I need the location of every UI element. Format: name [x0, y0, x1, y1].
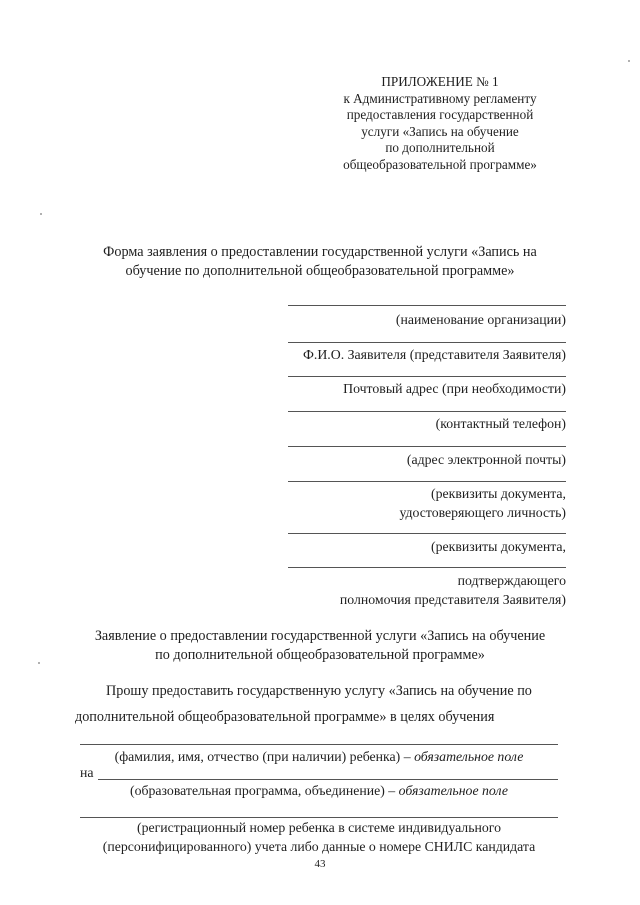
statement-title-line: Заявление о предоставлении государственной услуги «Запись на обучение: [94, 628, 546, 644]
id-doc-caption-1: (реквизиты документа,: [431, 486, 566, 501]
appendix-line: к Административному регламенту: [343, 90, 537, 106]
appendix-title: ПРИЛОЖЕНИЕ № 1: [381, 74, 499, 89]
child-name-caption: [80, 749, 558, 765]
auth-doc-caption-3: полномочия представителя Заявителя): [339, 592, 566, 607]
child-name-field-line[interactable]: [80, 744, 558, 745]
email-field-line[interactable]: [288, 446, 566, 447]
program-caption: [80, 783, 558, 799]
phone-field-line[interactable]: [288, 411, 566, 412]
organization-field-line[interactable]: [288, 305, 566, 306]
snils-caption-2: (персонифицированного) учета либо данные о номере СНИЛС кандидата: [102, 839, 536, 854]
form-title: [60, 243, 580, 281]
child-name-caption-text: (фамилия, имя, отчество (при наличии) ребенка) –: [114, 749, 411, 764]
request-paragraph-line-2: дополнительной общеобразовательной программе» в целях обучения: [75, 709, 495, 725]
appendix-line: по дополнительной: [385, 140, 495, 155]
program-caption-text: (образовательная программа, объединение) –: [130, 783, 396, 798]
email-caption: (адрес электронной почты): [406, 452, 566, 467]
applicant-caption: Ф.И.О. Заявителя (представителя Заявителя): [302, 347, 566, 362]
id-doc-caption-2: удостоверяющего личность): [399, 505, 566, 520]
postal-caption: Почтовый адрес (при необходимости): [343, 381, 566, 396]
id-doc-field-line[interactable]: [288, 481, 566, 482]
form-title-line: обучение по дополнительной общеобразовательной программе»: [125, 263, 515, 279]
child-required-label: обязательное поле: [414, 749, 524, 764]
program-required-label: обязательное поле: [398, 783, 508, 798]
phone-caption: (контактный телефон): [435, 416, 566, 431]
appendix-header: [300, 74, 580, 173]
appendix-line: общеобразовательной программе»: [343, 156, 537, 172]
page-number: 43: [314, 858, 326, 870]
statement-title-line: по дополнительной общеобразовательной программе»: [155, 647, 485, 663]
appendix-line: предоставления государственной: [346, 107, 534, 122]
postal-field-line[interactable]: [288, 376, 566, 377]
auth-doc-caption-1: (реквизиты документа,: [431, 539, 566, 554]
auth-doc-field-line-2[interactable]: [288, 567, 566, 568]
program-field-line[interactable]: [98, 779, 558, 780]
request-paragraph-line-1: Прошу предоставить государственную услугу «Запись на обучение по: [106, 683, 532, 699]
auth-doc-field-line[interactable]: [288, 533, 566, 534]
auth-doc-caption-2: подтверждающего: [457, 573, 566, 588]
on-label: на: [80, 765, 94, 780]
scan-speck: [628, 60, 630, 62]
statement-title: [60, 627, 580, 665]
scan-speck: [40, 213, 42, 215]
snils-caption-1: (регистрационный номер ребенка в системе индивидуального: [137, 820, 501, 835]
form-title-line: Форма заявления о предоставлении государственной услуги «Запись на: [103, 244, 537, 260]
applicant-field-line[interactable]: [288, 342, 566, 343]
snils-field-line[interactable]: [80, 817, 558, 818]
organization-caption: (наименование организации): [395, 312, 566, 327]
appendix-line: услуги «Запись на обучение: [361, 123, 519, 139]
scan-speck: [38, 662, 40, 664]
